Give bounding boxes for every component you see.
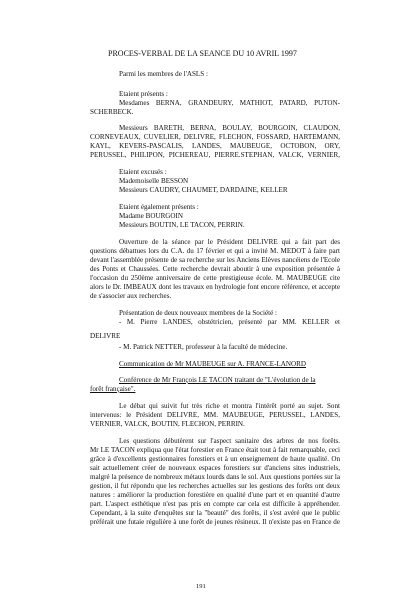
questions-paragraph-line: préférait une futaie régulière à une forêt de jeunes résineux. Il n'existe pas en France de <box>90 518 340 526</box>
opening-paragraph-line: devant l'assemblée présente de sa recherche sur les Anciens Elèves nancéiens de l'Ecole <box>90 256 340 264</box>
excused-line: Messieurs CAUDRY, CHAUMET, DARDAINE, KELLER <box>119 186 288 194</box>
page-title: PROCES-VERBAL DE LA SEANCE DU 10 AVRIL 1997 <box>108 49 297 58</box>
new-member-line: - M. Patrick NETTER, professeur à la faculté de médecine. <box>119 343 288 351</box>
questions-paragraph-line: part. L'aspect esthétique n'est pas pris en compte car cela est difficile à appréhender. <box>90 500 340 508</box>
questions-paragraph-line: malgré la présence de nombreux métaux lourds dans le sol. Aux questions portées sur la <box>90 473 340 481</box>
present-men-line: CORNEVEAUX, CUVELIER, DELIVRE, FLECHON, FOSSARD, HARTEMANN, <box>90 133 340 141</box>
also-present-heading: Etaient également présents : <box>119 203 199 211</box>
questions-paragraph-line: natures : améliorer la production forestière en qualité d'une part et en quantité d'autre <box>90 491 340 499</box>
debate-paragraph-line: Le débat qui suivit fut très riche et montra l'intérêt porté au sujet. Sont <box>119 402 340 410</box>
questions-paragraph-line: Mr LE TACON expliqua que l'état forestier en France était tout à fait remarquable, ceci <box>90 446 340 454</box>
debate-paragraph-line: intervenus: le Président DELIVRE, MM. MAUBEUGE, PERUSSEL, LANDES, <box>90 411 340 419</box>
questions-paragraph-line: Les questions débutèrent sur l'aspect sanitaire des arbres de nos forêts. <box>119 437 340 445</box>
opening-paragraph-line: alors le Dr. IMBEAUX dont les travaux en hydrologie font encore référence, et accepte <box>90 283 340 291</box>
also-present-line: Madame BOURGOIN <box>119 212 184 220</box>
opening-paragraph-line: Ouverture de la séance par le Président DELIVRE qui a fait part des <box>119 238 340 246</box>
opening-paragraph-line: questions débattues lors du C.A. du 17 février et qui a invité M. MEDOT à faire part <box>90 247 340 255</box>
questions-paragraph-line: sait actuellement créer de nouveaux espaces forestiers sur d'anciens sites industriels, <box>90 464 340 472</box>
questions-paragraph-line: Cependant, à la suite d'enquêtes sur la "beauté" des forêts, il s'est avéré que le public <box>90 509 340 517</box>
questions-paragraph-line: gestion, il fut répondu que les recherches actuelles sur les gestions des forêts ont deux <box>90 482 340 490</box>
present-men-line: Messieurs BARETH, BERNA, BOULAY, BOURGOIN, CLAUDON, <box>119 124 340 132</box>
opening-paragraph-line: l'occasion du 250ème anniversaire de cette prestigieuse école. M. MAUBEUGE cite <box>90 274 340 282</box>
present-men-line: KAYL, KEVERS-PASCALIS, LANDES, MAUBEUGE, OCTOBON, ORY, <box>90 142 340 150</box>
page-number: 191 <box>196 583 206 590</box>
questions-paragraph-line: grâce à d'excellents gestionnaires forestiers et à un enseignement de haute qualité. On <box>90 455 340 463</box>
present-ladies-cont: SCHERBECK. <box>90 108 134 116</box>
conference-heading-cont: forêt française". <box>90 385 136 393</box>
members-intro: Parmi les membres de l'ASLS : <box>119 70 208 78</box>
present-heading: Etaient présents : <box>119 90 168 98</box>
communication-heading: Communication de Mr MAUBEUGE sur A. FRANCE-LANORD <box>119 360 306 368</box>
present-ladies-line: Mesdames BERNA, GRANDEURY, MATHIOT, PATARD, PUTON- <box>119 99 340 107</box>
new-member-line: - M. Pierre LANDES, obstétricien, présenté par MM. KELLER et <box>119 318 340 326</box>
also-present-line: Messieurs BOUTIN, LE TACON, PERRIN. <box>119 221 245 229</box>
excused-line: Mademoiselle BESSON <box>119 177 189 185</box>
opening-paragraph-line: de s'associer aux recherches. <box>90 292 172 300</box>
excused-heading: Etaient excusés : <box>119 168 167 176</box>
new-members-heading: Présentation de deux nouveaux membres de la Société : <box>119 309 277 317</box>
new-member-line-cont: DELIVRE <box>90 332 121 340</box>
opening-paragraph-line: des Ponts et Chaussées. Cette recherche devrait aboutir à une exposition présentée à <box>90 265 340 273</box>
debate-paragraph-line: VERNIER, VALCK, BOUTIN, FLECHON, PERRIN. <box>90 420 245 428</box>
present-men-line: PERUSSEL, PHILIPON, PICHEREAU, PIERRE.STEPHAN, VALCK, VERNIER, <box>90 151 340 159</box>
conference-heading: Conférence de Mr François LE TACON traitant de "L'évolution de la <box>119 376 316 384</box>
